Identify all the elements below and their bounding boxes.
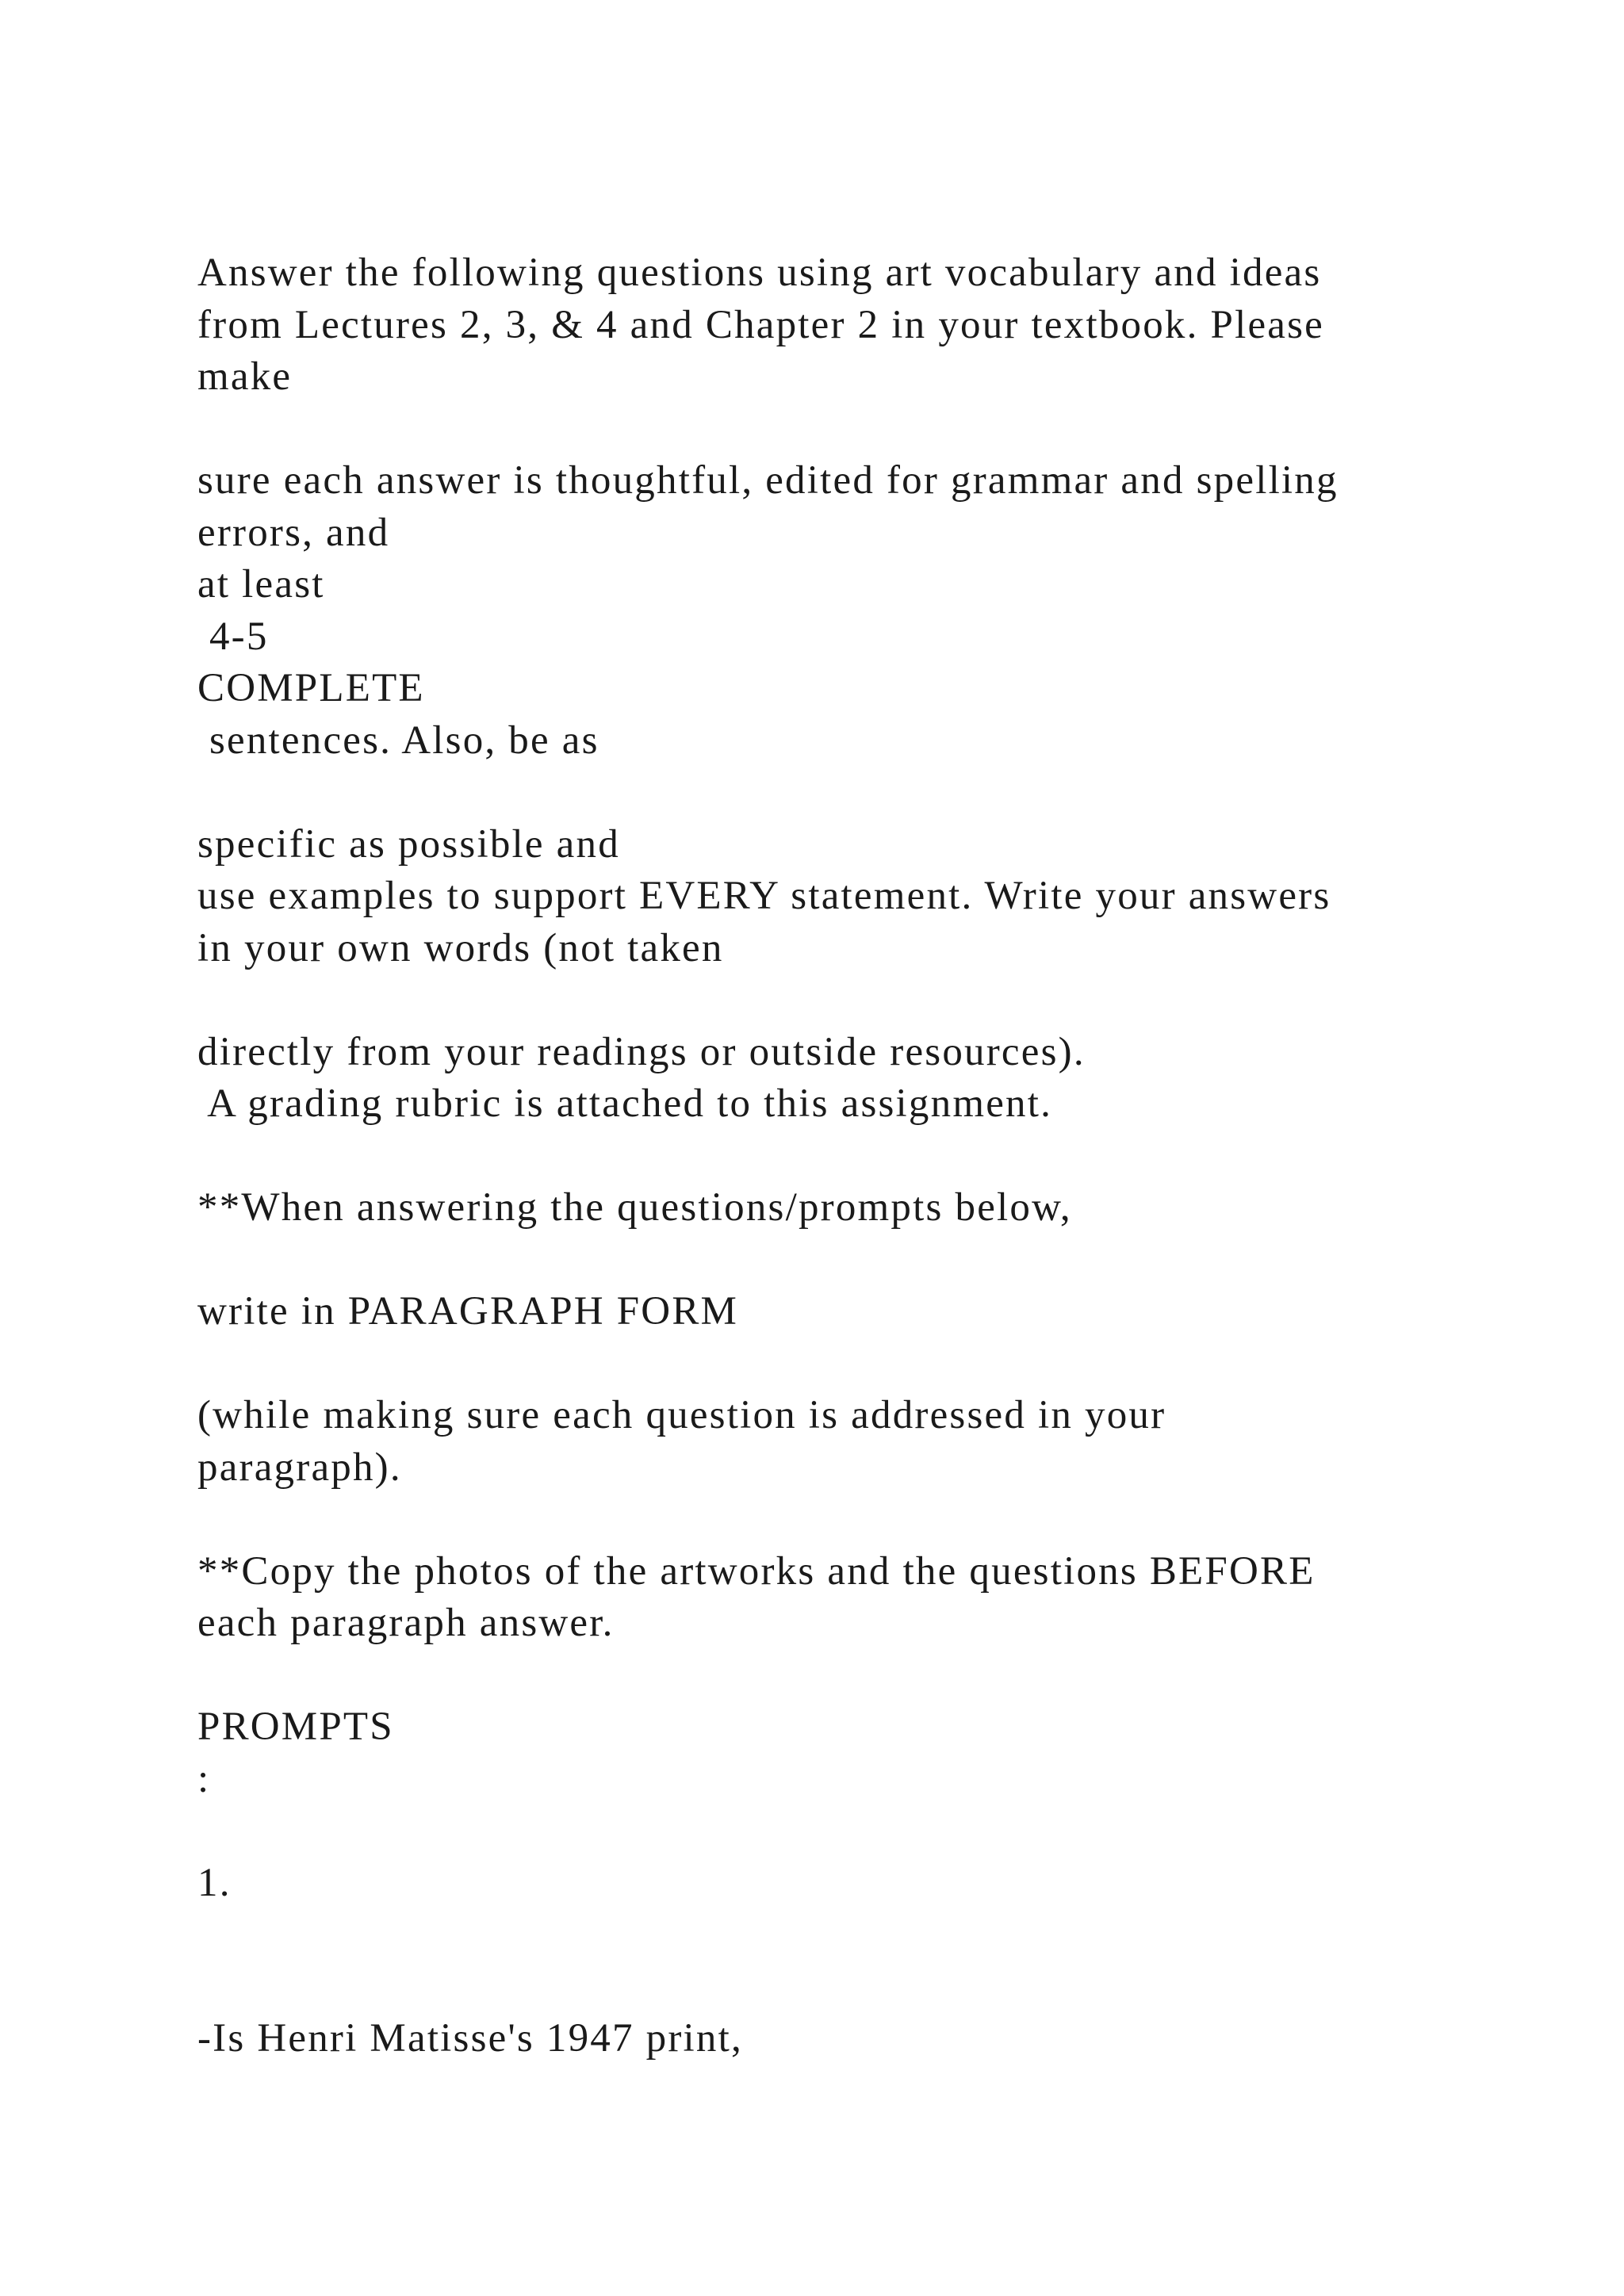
text-line: at least: [197, 562, 325, 607]
document-body: [197, 247, 1498, 2065]
blank-line: [197, 767, 1498, 819]
section-heading: PROMPTS: [197, 1705, 394, 1749]
text-line: sentences. Also, be as: [197, 718, 599, 763]
blank-line: [197, 1909, 1498, 1961]
text-line: from Lectures 2, 3, & 4 and Chapter 2 in your textbook. Please: [197, 302, 1325, 347]
blank-line: [197, 1338, 1498, 1391]
text-line: :: [197, 1756, 211, 1801]
text-line: 4-5: [197, 614, 269, 659]
text-line: sure each answer is thoughtful, edited for grammar and spelling: [197, 458, 1339, 503]
blank-line: [197, 1805, 1498, 1858]
prompt-text: -Is Henri Matisse's 1947 print,: [197, 2016, 743, 2061]
text-line: each paragraph answer.: [197, 1601, 615, 1645]
blank-line: [197, 1494, 1498, 1546]
text-line: use examples to support EVERY statement. Write your answers: [197, 874, 1331, 918]
text-line: paragraph).: [197, 1445, 402, 1490]
prompt-number: 1.: [197, 1860, 232, 1905]
text-line: COMPLETE: [197, 666, 425, 710]
text-line: specific as possible and: [197, 821, 620, 867]
blank-line: [197, 1650, 1498, 1702]
blank-line: [197, 1961, 1498, 2014]
text-line: **Copy the photos of the artworks and the questions BEFORE: [197, 1548, 1316, 1594]
blank-line: [197, 1234, 1498, 1287]
text-line: write in PARAGRAPH FORM: [197, 1289, 739, 1334]
blank-line: [197, 974, 1498, 1027]
text-line: (while making sure each question is addressed in your: [197, 1393, 1166, 1437]
text-line: Answer the following questions using art vocabulary and ideas: [197, 251, 1322, 295]
text-line: A grading rubric is attached to this assignment.: [197, 1081, 1053, 1126]
blank-line: [197, 1131, 1498, 1183]
text-line: in your own words (not taken: [197, 925, 724, 970]
text-line: errors, and: [197, 510, 390, 555]
text-line: **When answering the questions/prompts below,: [197, 1185, 1072, 1230]
text-line: directly from your readings or outside resources).: [197, 1029, 1086, 1074]
blank-line: [197, 404, 1498, 456]
text-line: make: [197, 354, 293, 399]
